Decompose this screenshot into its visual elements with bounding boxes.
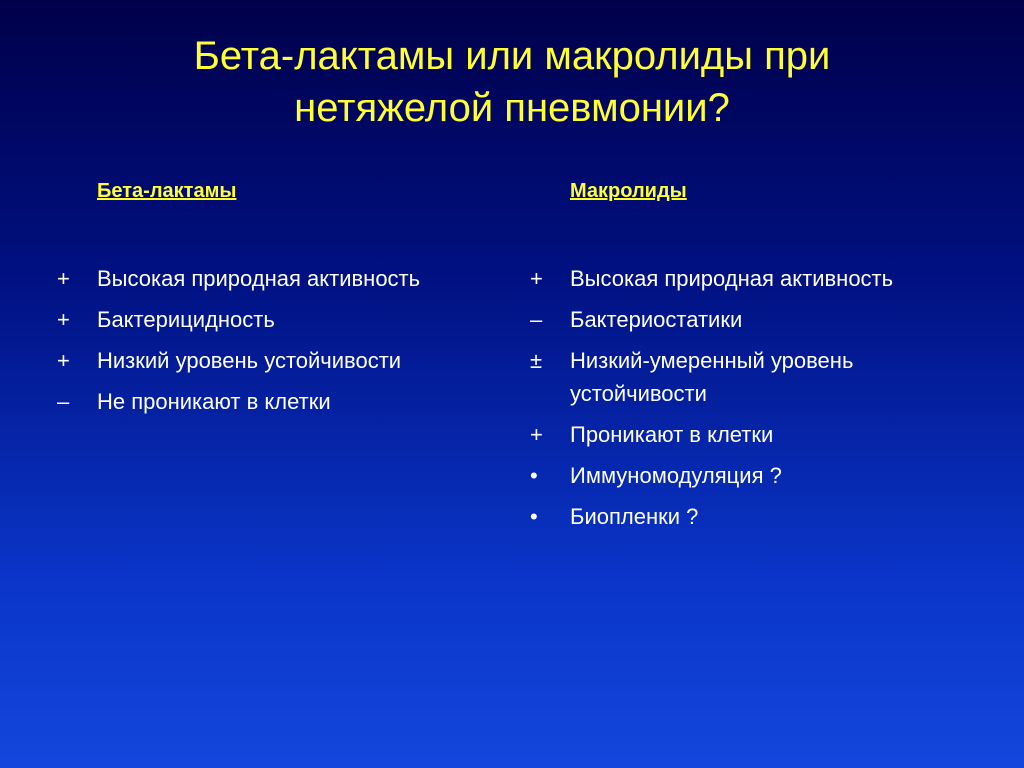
list-item [528, 303, 978, 336]
list-item [528, 418, 978, 451]
list-item [55, 303, 505, 336]
list-item-text: Низкий уровень устойчивости [97, 348, 402, 373]
plus-marker: + [530, 266, 543, 291]
left-column-list [55, 262, 505, 418]
list-item-text: Низкий-умеренный уровень устойчивости [570, 348, 854, 406]
right-column [528, 175, 978, 541]
list-item-text: Высокая природная активность [570, 266, 894, 291]
plus-marker: + [57, 307, 70, 332]
left-column [55, 175, 505, 426]
plus-marker: + [57, 348, 70, 373]
list-item [528, 344, 978, 410]
list-item-text: Проникают в клетки [570, 422, 774, 447]
plus-marker: + [57, 266, 70, 291]
list-item [528, 459, 978, 492]
list-item-text: Не проникают в клетки [97, 389, 331, 414]
list-item [55, 262, 505, 295]
right-column-list [528, 262, 978, 533]
list-item [55, 385, 505, 418]
minus-marker: – [57, 389, 70, 414]
list-item [55, 344, 505, 377]
left-column-heading: Бета-лактамы [97, 180, 237, 202]
list-item-text: Биопленки ? [570, 504, 699, 529]
list-item-text: Бактерицидность [97, 307, 275, 332]
list-item [528, 262, 978, 295]
right-column-heading: Макролиды [570, 180, 687, 202]
slide-title-line-2: нетяжелой пневмонии? [294, 86, 730, 130]
slide-title-line-1: Бета-лактамы или макролиды при [193, 34, 831, 78]
minus-marker: – [530, 307, 543, 332]
list-item-text: Бактериостатики [570, 307, 743, 332]
list-item [528, 500, 978, 533]
list-item-text: Высокая природная активность [97, 266, 421, 291]
plus-marker: + [530, 422, 543, 447]
bullet-marker: • [530, 463, 538, 488]
list-item-text: Иммуномодуляция ? [570, 463, 782, 488]
slide-title [60, 30, 964, 134]
plus-minus-marker: ± [530, 348, 543, 373]
bullet-marker: • [530, 504, 538, 529]
